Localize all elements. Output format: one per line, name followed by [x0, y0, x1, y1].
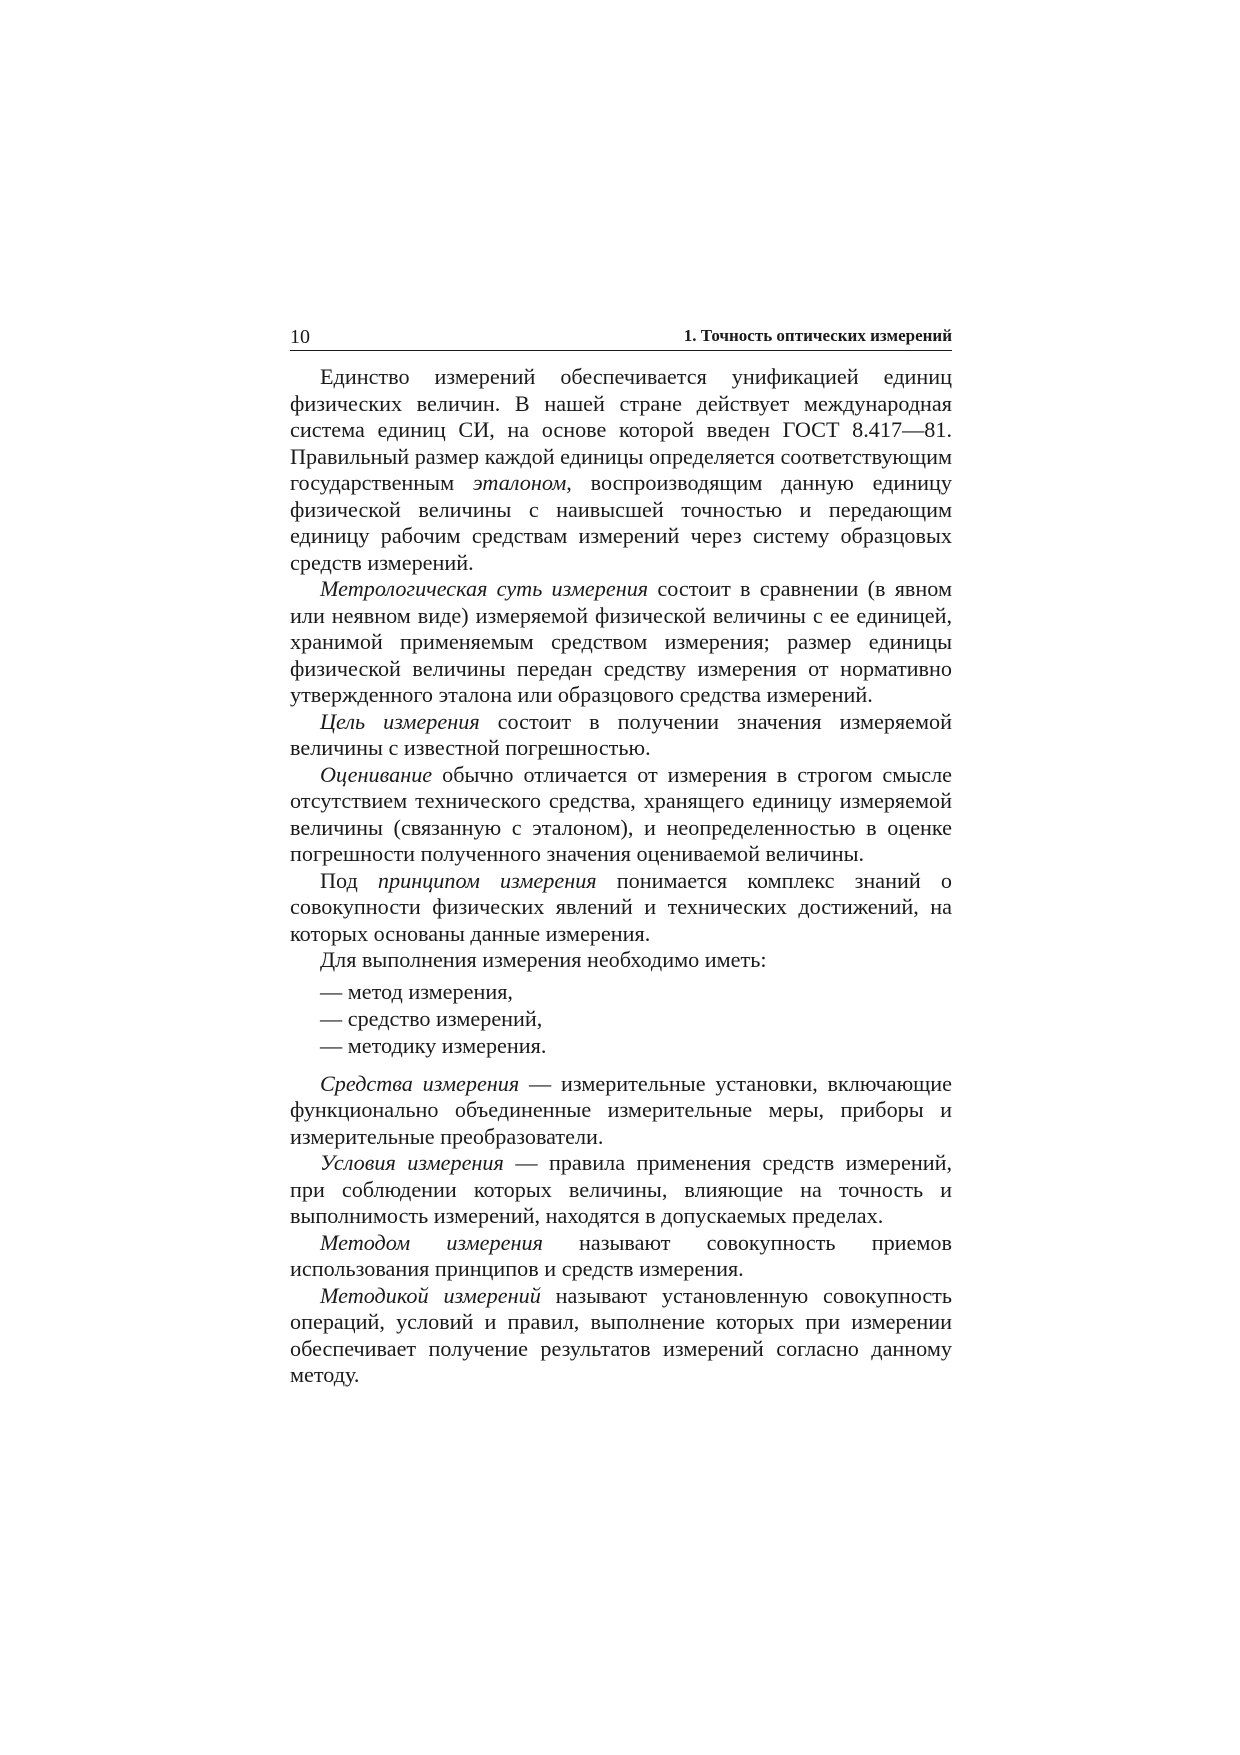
running-head — [290, 322, 952, 351]
list-item: — методику измерения. — [320, 1032, 547, 1058]
paragraph-text: Единство измерений обеспечивается унификацией единиц физических величин. В нашей стране действует международная система единиц СИ, на основе которой введен ГОСТ 8.417—81. Правильный размер каждой единицы определяется соответствующим государственным — [290, 364, 952, 495]
paragraph-methodology — [290, 1283, 952, 1389]
term: Цель измерения — [320, 708, 480, 734]
paragraph-means — [290, 1071, 952, 1151]
paragraph-text: Для выполнения измерения необходимо иметь: — [320, 947, 767, 972]
paragraph-text: — правила применения средств измерений, при соблюдении которых величины, влияющие на точность и выполнимость измерений, находятся в допускаемых пределах. — [290, 1150, 952, 1228]
body-text — [290, 364, 952, 1389]
book-page — [290, 322, 952, 1389]
paragraph-text: обычно отличается от измерения в строгом смысле отсутствием технического средства, хранящего единицу измеряемой величины (связанную с эталоном), и неопределенностью в оценке погрешности полученного значения оцениваемой величины. — [290, 761, 952, 866]
term-etalon: эталоном — [472, 470, 567, 495]
page-number: 10 — [290, 326, 310, 348]
paragraph-estimation — [290, 762, 952, 868]
term: Методом измерения — [320, 1229, 543, 1255]
paragraph-text: — измерительные установки, включающие функционально объединенные измерительные меры, приборы и измерительные преобразователи. — [290, 1070, 952, 1149]
paragraph-text: , воспроизводящим данную единицу физической величины с наивысшей точностью и передающим единицу рабочим средствам измерений через систему образцовых средств измерений. — [290, 470, 953, 575]
requirements-list — [290, 978, 952, 1059]
term: Оценивание — [320, 761, 433, 787]
term: Метрологическая суть измерения — [320, 576, 649, 601]
term: принципом измерения — [377, 867, 597, 893]
paragraph-metrological-essence — [290, 576, 952, 709]
paragraph-principle — [290, 868, 952, 948]
paragraph-text: называют установленную совокупность операций, условий и правил, выполнение которых при измерении обеспечивает получение результатов измерений согласно данному методу. — [290, 1282, 952, 1387]
paragraph-text: понимается комплекс знаний о совокупности физических явлений и технических достижений, на которых основаны данные измерения. — [290, 867, 952, 946]
list-item: — средство измерений, — [320, 1005, 543, 1031]
paragraph-text: состоит в сравнении (в явном или неявном виде) измеряемой физической величины с ее единицей, хранимой применяемым средством измерения; размер единицы физической величины передан средству измерения от нормативно утвержденного эталона или образцового средства измерений. — [290, 576, 952, 707]
term: Методикой измерений — [320, 1282, 541, 1308]
paragraph-text: состоит в получении значения измеряемой величины с известной погрешностью. — [290, 708, 953, 760]
paragraph-goal — [290, 709, 952, 762]
paragraph-requirements — [290, 947, 952, 974]
paragraph-conditions — [290, 1150, 952, 1230]
paragraph-method — [290, 1230, 952, 1283]
term: Средства измерения — [320, 1070, 520, 1096]
list-item: — метод измерения, — [320, 978, 513, 1004]
paragraph-text: называют совокупность приемов использования принципов и средств измерения. — [290, 1229, 952, 1281]
term: Условия измерения — [320, 1150, 504, 1175]
chapter-title: 1. Точность оптических измерений — [683, 326, 952, 345]
paragraph-text: Под — [320, 867, 378, 893]
paragraph-unity — [290, 364, 952, 576]
